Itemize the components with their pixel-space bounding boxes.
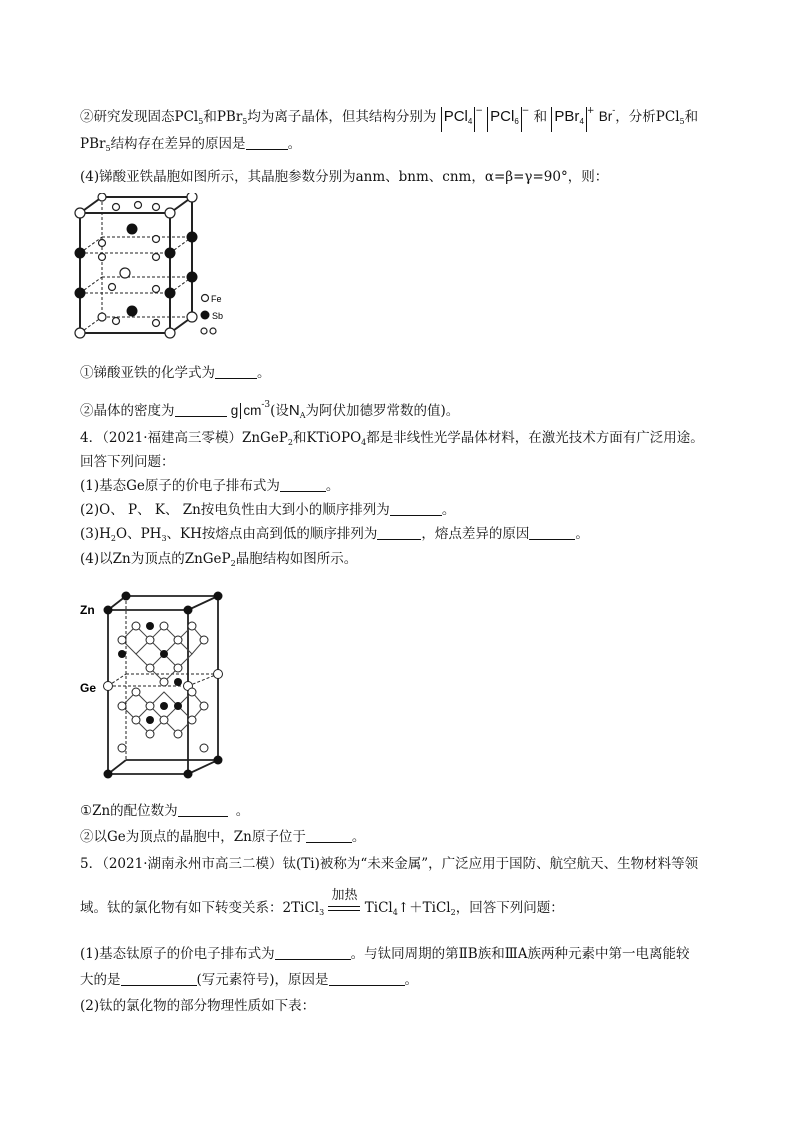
ion-pbr4: PBr$_4$: [551, 107, 586, 132]
zn-atom: [146, 622, 154, 630]
fesbo-crystal-figure: [72, 193, 242, 343]
o-atom: [99, 240, 106, 247]
o-atom: [153, 254, 160, 261]
q3-sub1: ①锑酸亚铁的化学式为 。: [80, 365, 271, 381]
ge-atom: [174, 664, 182, 672]
zn-atom: [214, 756, 223, 765]
answer-blank[interactable]: [529, 525, 575, 540]
answer-blank[interactable]: [280, 477, 326, 492]
legend-fe: Fe: [211, 294, 222, 304]
sb-atom: [75, 248, 86, 259]
sb-atom: [165, 248, 176, 259]
sb-atom: [187, 272, 198, 283]
o-atom: [113, 204, 120, 211]
ge-atom: [118, 702, 126, 710]
fe-atom: [187, 312, 197, 322]
ge-atom: [118, 744, 126, 752]
ge-atom: [118, 636, 126, 644]
ge-atom: [188, 716, 196, 724]
ion-pcl6: PCl$_6$: [487, 107, 522, 132]
ge-atom: [104, 682, 113, 691]
zn-atom: [160, 702, 168, 710]
q5-line-reaction: 域。钛的氯化物有如下转变关系：2TiCl$_3$ 加热 TiCl$_4$↑＋TiCl$_2$，回答下列问题：: [80, 887, 564, 917]
o-atom: [153, 286, 160, 293]
zn-atom: [146, 716, 154, 724]
zn-atom: [174, 702, 182, 710]
zn-atom: [160, 650, 168, 658]
q4-part1: (1)基态Ge原子的价电子排布式为 。: [80, 478, 340, 494]
o-atom: [99, 254, 106, 261]
o-atom: [153, 236, 160, 243]
ge-atom: [146, 702, 154, 710]
sb-atom: [187, 232, 198, 243]
zn-atom: [214, 592, 223, 601]
q3-line-ionic: ②研究发现固态PCl$_5$和PBr$_5$均为离子晶体，但其结构分别为 PCl$_4$− PCl$_6$− 和 PBr$_4$+ Br-，分析PCl$_5$和: [80, 101, 698, 132]
ge-atom: [200, 702, 208, 710]
ge-atom: [188, 622, 196, 630]
ge-atom: [200, 744, 208, 752]
ge-atom: [214, 670, 223, 679]
sb-atom: [127, 306, 138, 317]
answer-blank[interactable]: [121, 971, 197, 986]
zn-atom: [104, 770, 113, 779]
answer-blank[interactable]: [329, 971, 405, 986]
fe-atom: [75, 208, 85, 218]
fe-atom: [165, 208, 175, 218]
sb-atom: [75, 288, 86, 299]
ge-atom: [146, 664, 154, 672]
ge-atom: [200, 636, 208, 644]
fe-atom: [75, 328, 85, 338]
q3-sub2: ②晶体的密度为 g $cm^{-3}$(设$N_A$为阿伏加德罗常数的值)。: [80, 400, 460, 420]
ge-atom: [160, 622, 168, 630]
zn-atom: [104, 606, 113, 615]
q4-part4: (4)以Zn为顶点的ZnGeP$_2$晶胞结构如图所示。: [80, 551, 358, 568]
o-atom: [109, 284, 116, 291]
zn-atom: [184, 770, 193, 779]
sb-atom: [127, 224, 138, 235]
answer-blank[interactable]: [275, 945, 351, 960]
legend-sb: Sb: [212, 311, 224, 321]
fe-atom: [98, 313, 106, 321]
zn-atom: [122, 592, 131, 601]
ge-atom: [146, 636, 154, 644]
q5-part2: (2)钛的氯化物的部分物理性质如下表：: [80, 998, 316, 1014]
answer-blank[interactable]: [215, 364, 257, 379]
o-atom: [113, 318, 120, 325]
ge-atom: [160, 678, 168, 686]
q4-sub1: ①Zn的配位数为 。: [80, 803, 250, 819]
q5-part1: (1)基态钛原子的价电子排布式为 。与钛同周期的第ⅡB族和ⅢA族两种元素中第一电离能较: [80, 946, 690, 962]
ge-atom: [132, 716, 140, 724]
zn-atom: [174, 678, 182, 686]
ge-atom: [146, 730, 154, 738]
fe-atom: [120, 268, 130, 278]
zn-atom: [118, 650, 126, 658]
o-atom: [153, 204, 160, 211]
q4-sub2: ②以Ge为顶点的晶胞中，Zn原子位于 。: [80, 829, 366, 845]
q4-part3: $(3)H_2O$、$PH_3$、KH按熔点由高到低的顺序排列为 ，熔点差异的原因 。: [80, 526, 589, 543]
ge-atom: [174, 730, 182, 738]
o-atom: [135, 202, 142, 209]
o-atom: [153, 320, 160, 327]
zn-atom: [184, 606, 193, 615]
answer-blank[interactable]: [178, 802, 228, 817]
legend-o: O: [219, 327, 226, 336]
q4-heading: 4．（2021·福建高三零模）ZnGeP$_2$和KTiOPO$_4$都是非线性光学晶体材料，在激光技术方面有广泛用途。: [80, 430, 704, 447]
ge-atom: [132, 688, 140, 696]
ge-atom: [174, 636, 182, 644]
sb-atom: [165, 288, 176, 299]
answer-blank[interactable]: [377, 525, 421, 540]
ge-atom: [160, 716, 168, 724]
q3-part4: (4)锑酸亚铁晶胞如图所示，其晶胞参数分别为anm、bnm、cnm，α=β=γ=90°，则：: [80, 169, 609, 185]
q4-part2: (2)O、 P、 K、 Zn按电负性由大到小的顺序排列为 。: [80, 502, 456, 518]
answer-blank[interactable]: [306, 828, 352, 843]
answer-blank[interactable]: [246, 135, 288, 150]
fe-atom: [165, 328, 175, 338]
legend: [201, 294, 226, 336]
q3-line-reason: PBr$_5$结构存在差异的原因是 。: [80, 136, 302, 153]
answer-blank[interactable]: [175, 402, 227, 417]
q5-heading: 5．（2021·湖南永州市高三二模）钛(Ti)被称为“未来金属”，广泛应用于国防、航空航天、生物材料等领: [80, 856, 699, 872]
zngep2-crystal-figure: [78, 588, 238, 783]
label-zn: Zn: [80, 603, 95, 617]
label-ge: Ge: [80, 681, 97, 695]
heating-equals-sign: 加热: [328, 902, 360, 916]
q5-part1-cont: 大的是 (写元素符号)，原因是 。: [80, 972, 419, 988]
fe-atom: [187, 193, 197, 202]
ion-pcl4: PCl$_4$: [441, 107, 476, 132]
ge-atom: [188, 688, 196, 696]
fe-atom: [98, 193, 106, 201]
q4-ask: 回答下列问题：: [80, 454, 175, 470]
answer-blank[interactable]: [390, 501, 442, 516]
ge-atom: [132, 622, 140, 630]
